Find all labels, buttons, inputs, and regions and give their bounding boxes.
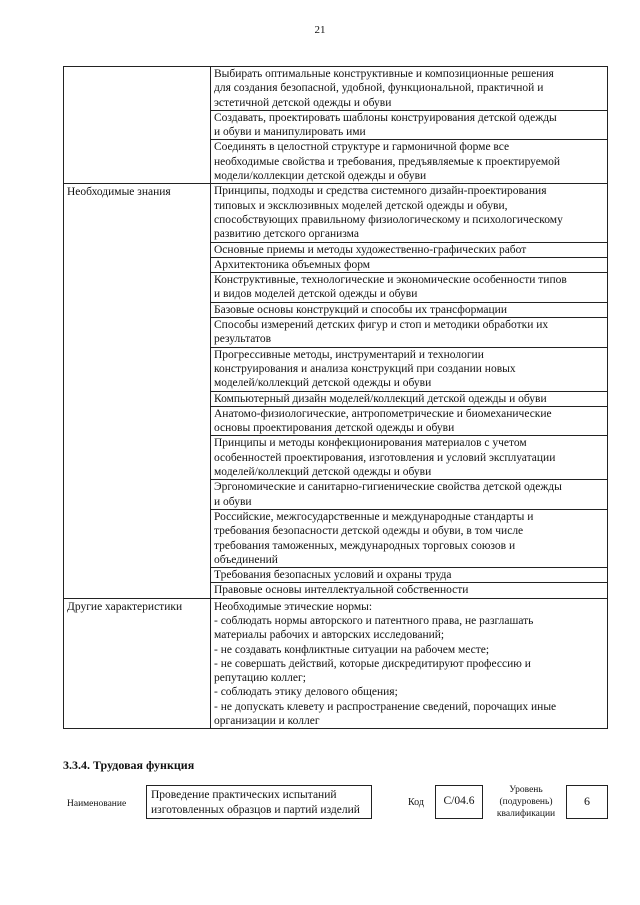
other-text-cell	[211, 598, 608, 729]
knowledge-item-line: моделей/коллекций детской одежды и обуви	[214, 466, 432, 479]
knowledge-item-line: типовых и эксклюзивных моделей детской одежды и обуви,	[214, 199, 508, 212]
other-label: Другие характеристики	[64, 598, 211, 729]
skill-item-line: Создавать, проектировать шаблоны конструирования детской одежды	[214, 111, 557, 124]
skill-item	[211, 67, 607, 111]
knowledge-item-line: результатов	[214, 333, 272, 346]
knowledge-item-line: Принципы и методы конфекционирования материалов с учетом	[214, 437, 527, 450]
knowledge-item	[211, 407, 607, 437]
knowledge-item-line: Базовые основы конструкций и способы их трансформации	[214, 303, 507, 316]
knowledge-item-line: Компьютерный дизайн моделей/коллекций детской одежды и обуви	[214, 392, 547, 405]
level-value: 6	[566, 785, 608, 819]
knowledge-item-line: Анатомо-физиологические, антропометрические и биомеханические	[214, 407, 552, 420]
knowledge-item	[211, 303, 607, 318]
function-header-row	[63, 785, 608, 825]
knowledge-item-line: Эргономические и санитарно-гигиенические свойства детской одежды	[214, 481, 562, 494]
knowledge-item	[211, 184, 607, 242]
other-characteristic-line: Необходимые этические нормы:	[214, 600, 373, 613]
other-characteristic-line: - не создавать конфликтные ситуации на рабочем месте;	[214, 643, 490, 656]
skill-item	[211, 111, 607, 141]
knowledge-item	[211, 568, 607, 583]
name-label: Наименование	[67, 799, 127, 809]
other-characteristic-line: - не совершать действий, которые дискредитируют профессию и	[214, 657, 531, 670]
knowledge-row	[64, 184, 608, 598]
level-label-line: квалификации	[496, 809, 556, 819]
knowledge-item	[211, 392, 607, 407]
section-heading: 3.3.4. Трудовая функция	[63, 758, 195, 772]
knowledge-item	[211, 583, 607, 597]
knowledge-item-line: Прогрессивные методы, инструментарий и технологии	[214, 348, 484, 361]
knowledge-item	[211, 258, 607, 273]
other-row	[64, 598, 608, 729]
skill-item-line: и обуви и манипулировать ими	[214, 126, 366, 139]
other-characteristic-line: материалы рабочих и авторских исследований;	[214, 629, 445, 642]
function-name-line: изготовленных образцов и партий изделий	[151, 804, 360, 816]
other-characteristic-line: - не допускать клевету и распространение сведений, порочащих иные	[214, 700, 557, 713]
other-characteristic-line: репутацию коллег;	[214, 672, 306, 685]
knowledge-item-line: Принципы, подходы и средства системного дизайн-проектирования	[214, 185, 547, 198]
level-label	[491, 784, 561, 820]
knowledge-item-line: Конструктивные, технологические и экономические особенности типов	[214, 274, 567, 287]
knowledge-item-line: основы проектирования детской одежды и обуви	[214, 422, 455, 435]
knowledge-item-line: и обуви	[214, 495, 252, 508]
knowledge-item-line: Требования безопасных условий и охраны труда	[214, 569, 452, 582]
knowledge-item	[211, 436, 607, 480]
labor-function-table	[63, 66, 608, 729]
knowledge-item-line: и видов моделей детской одежды и обуви	[214, 288, 418, 301]
knowledge-item-line: особенностей проектирования, изготовления и условий эксплуатации	[214, 451, 556, 464]
knowledge-item-line: развитию детского организма	[214, 228, 359, 241]
code-label: Код	[408, 797, 424, 808]
knowledge-item-line: требования безопасности детской одежды и обуви, в том числе	[214, 525, 524, 538]
page-number: 21	[314, 24, 326, 36]
knowledge-item-line: объединений	[214, 553, 278, 566]
knowledge-item	[211, 243, 607, 258]
skills-row	[64, 67, 608, 184]
knowledge-item-line: Основные приемы и методы художественно-графических работ	[214, 243, 527, 256]
skill-item-line: эстетичной детской одежды и обуви	[214, 96, 392, 109]
knowledge-item-line: моделей/коллекций детской одежды и обуви	[214, 377, 432, 390]
knowledge-item	[211, 510, 607, 568]
level-label-line: Уровень	[509, 785, 543, 795]
knowledge-item	[211, 273, 607, 303]
knowledge-item	[211, 318, 607, 348]
knowledge-item-line: способствующих правильному физиологическому и психологическому	[214, 213, 563, 226]
knowledge-item-line: Российские, межгосударственные и международные стандарты и	[214, 510, 534, 523]
knowledge-item-line: конструирования и анализа конструкций при создании новых	[214, 362, 516, 375]
knowledge-item	[211, 480, 607, 510]
skill-item-line: необходимые свойства и требования, предъявляемые к проектируемой	[214, 155, 561, 168]
skills-label-cell	[64, 67, 211, 184]
skill-item-line: Выбирать оптимальные конструктивные и композиционные решения	[214, 68, 554, 80]
other-characteristic-line: организации и коллег	[214, 715, 320, 728]
skill-item-line: модели/коллекции детской одежды и обуви	[214, 170, 427, 183]
knowledge-items-cell	[211, 184, 608, 598]
skill-item	[211, 140, 607, 183]
knowledge-item-line: требования таможенных, международных торговых союзов и	[214, 539, 516, 552]
skill-item-line: Соединять в целостной структуре и гармоничной форме все	[214, 141, 510, 154]
skills-items-cell	[211, 67, 608, 184]
skill-item-line: для создания безопасной, удобной, функциональной, практичной и	[214, 82, 544, 95]
knowledge-item	[211, 348, 607, 392]
other-characteristic-line: - соблюдать нормы авторского и патентного права, не разглашать	[214, 614, 534, 627]
other-characteristic-line: - соблюдать этику делового общения;	[214, 686, 398, 699]
knowledge-item-line: Правовые основы интеллектуальной собственности	[214, 584, 469, 597]
knowledge-label: Необходимые знания	[64, 184, 211, 598]
knowledge-item-line: Способы измерений детских фигур и стоп и методики обработки их	[214, 319, 549, 332]
function-name-box	[146, 785, 372, 819]
level-label-line: (подуровень)	[499, 797, 553, 807]
function-name-line: Проведение практических испытаний	[151, 789, 337, 801]
code-value: С/04.6	[435, 785, 483, 819]
knowledge-item-line: Архитектоника объемных форм	[214, 258, 371, 271]
